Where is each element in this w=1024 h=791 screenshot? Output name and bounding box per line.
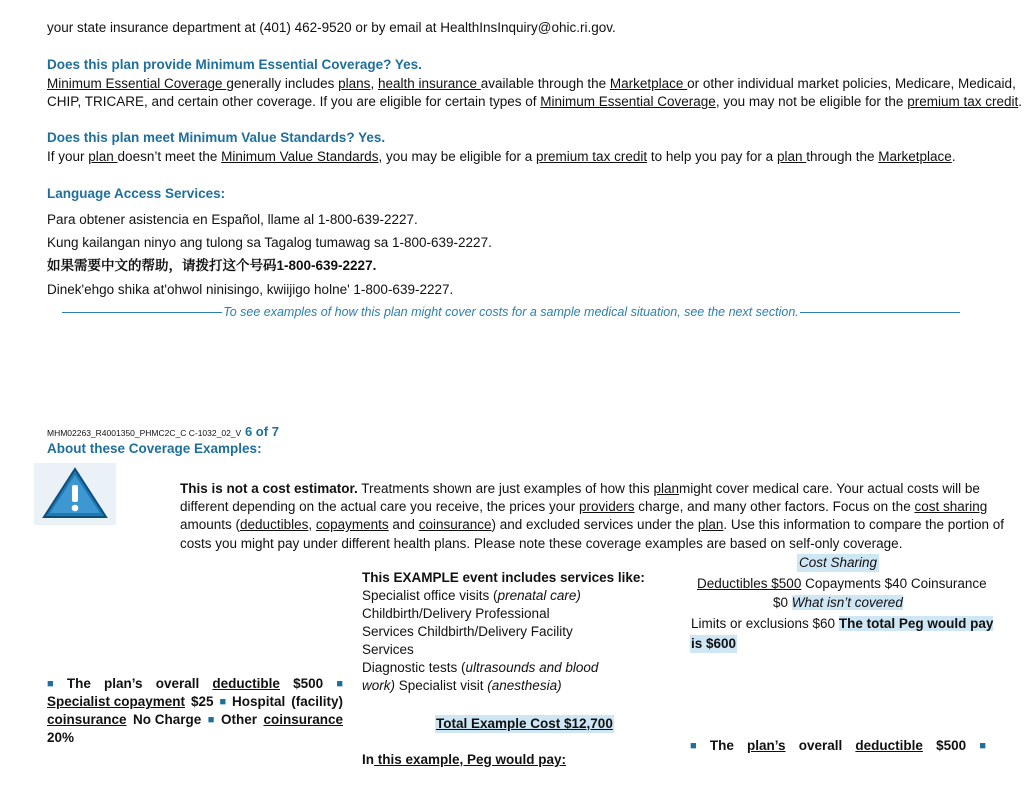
service-line-3: Services Childbirth/Delivery Facility — [362, 624, 573, 639]
mec-line-2 — [47, 93, 1022, 111]
next-section-line — [62, 303, 960, 321]
text: , — [308, 517, 316, 532]
text: Diagnostic tests ( — [362, 660, 466, 675]
overview-row-3 — [47, 711, 343, 729]
health-insurance-link[interactable]: health insurance — [377, 76, 481, 91]
plans-link-2[interactable]: plan’s — [747, 738, 786, 753]
mvs-link[interactable]: Minimum Value Standards — [221, 149, 379, 164]
text: CHIP, TRICARE, and certain other coverage. If you are eligible for certain types of — [47, 94, 541, 109]
text: Limits or exclusions $60 — [691, 616, 839, 631]
specialist-copayment-link[interactable]: Specialist copayment — [47, 694, 186, 709]
coinsurance-link-2[interactable]: coinsurance — [47, 712, 127, 727]
doc-id: MHM02263_R4001350_PHMC2C_C C-1032_02_V — [47, 428, 242, 438]
peg-total-amount: is $600 — [691, 636, 737, 651]
text: overall — [798, 738, 843, 753]
text: generally includes — [226, 76, 339, 91]
deductible-link[interactable]: deductible — [212, 676, 280, 691]
text: Specialist office visits ( — [362, 588, 498, 603]
divider-left — [62, 312, 222, 313]
coverage-examples-heading: About these Coverage Examples: — [47, 441, 262, 456]
language-access-heading: Language Access Services: — [47, 186, 226, 201]
mvs-answer: Yes — [358, 130, 382, 145]
mec-question: Does this plan provide Minimum Essential Coverage? Yes. — [47, 57, 422, 72]
text: The — [66, 676, 91, 691]
text: ) and excluded services under the — [491, 517, 698, 532]
mvs-question-text: Does this plan meet Minimum Value Standards? — [47, 130, 355, 145]
text: different depending on the actual care you receive, the prices your — [180, 499, 580, 514]
text: overall — [155, 676, 200, 691]
text: In — [362, 752, 374, 767]
text: doesn’t meet the — [117, 149, 222, 164]
deductibles-link[interactable]: deductibles — [240, 517, 309, 532]
mec-answer: Yes — [394, 57, 419, 72]
overview-row-2 — [47, 693, 343, 711]
bullet-square-icon: ■ — [690, 740, 697, 752]
providers-link[interactable]: providers — [579, 499, 635, 514]
plan-link-2[interactable]: plan — [776, 149, 807, 164]
text: , you may be eligible for a — [378, 149, 537, 164]
text: prenatal care) — [497, 588, 581, 603]
text: Hospital — [232, 694, 286, 709]
cost-sharing-link[interactable]: cost sharing — [914, 499, 988, 514]
text: $25 — [190, 694, 214, 709]
text: The — [709, 738, 734, 753]
bullet-square-icon: ■ — [47, 678, 54, 690]
text: . — [951, 149, 956, 164]
text: might cover medical care. Your actual costs will be — [678, 481, 980, 496]
text: . — [1018, 94, 1023, 109]
text: or other individual market policies, Medicare, Medicaid, — [687, 76, 1016, 91]
deductible-link-2[interactable]: deductible — [855, 738, 923, 753]
plans-link[interactable]: plans — [338, 76, 371, 91]
bullet-square-icon: ■ — [207, 714, 215, 726]
text: to help you pay for a — [647, 149, 777, 164]
deductibles-amount: Deductibles $500 — [697, 576, 802, 591]
estimator-line-4: costs you might pay under different health plans. Please note these coverage examples are based on self-only coverage. — [180, 536, 903, 551]
bullet-square-icon: ■ — [219, 696, 227, 708]
text: charge, and many other factors. Focus on the — [634, 499, 915, 514]
overview-row-4: 20% — [47, 730, 75, 745]
text: work) — [362, 678, 395, 693]
estimator-line-3 — [180, 516, 1004, 534]
text: . Use this information to compare the portion of — [723, 517, 1005, 532]
text: ultrasounds and blood — [465, 660, 599, 675]
estimator-bold: This is not a cost estimator. — [180, 481, 358, 496]
text: (anesthesia) — [487, 678, 562, 693]
text: No Charge — [133, 712, 202, 727]
text: Treatments shown are just examples of how this — [357, 481, 654, 496]
text: $500 — [936, 738, 967, 753]
divider-right — [800, 312, 960, 313]
text: and — [388, 517, 419, 532]
language-line-chinese: 如果需要中文的帮助，请拨打这个号码1-800-639-2227. — [47, 258, 377, 273]
service-line-4: Services — [362, 642, 414, 657]
text: $500 — [293, 676, 324, 691]
language-line-navajo: Dinek'ehgo shika at'ohwol ninisingo, kwiijigo holne' 1-800-639-2227. — [47, 282, 454, 297]
estimator-line-1 — [180, 480, 980, 498]
plan-overview-left — [47, 675, 343, 747]
text: , — [370, 76, 378, 91]
page-number: 6 of 7 — [244, 424, 279, 439]
overview-row-1 — [47, 675, 343, 693]
text: , you may not be eligible for the — [715, 94, 908, 109]
service-line-6 — [362, 677, 598, 695]
text: Copayments $40 Coinsurance — [801, 576, 987, 591]
coinsurance-link-3[interactable]: coinsurance — [263, 712, 343, 727]
text: available through the — [480, 76, 610, 91]
coinsurance-link[interactable]: coinsurance — [418, 517, 492, 532]
text: $0 — [773, 595, 792, 610]
copayments-link[interactable]: copayments — [315, 517, 389, 532]
text: What isn’t covered — [791, 595, 903, 610]
mec-link-2[interactable]: Minimum Essential Coverage — [540, 94, 716, 109]
cost-sharing-label: Cost Sharing — [799, 555, 878, 570]
plan-link-4[interactable]: plan — [697, 517, 724, 532]
marketplace-link-2[interactable]: Marketplace — [878, 149, 952, 164]
premium-tax-credit-link-2[interactable]: premium tax credit — [536, 149, 648, 164]
mvs-line — [47, 148, 956, 166]
text: (facility) — [291, 694, 343, 709]
warning-triangle-icon — [34, 463, 116, 525]
service-line-2: Childbirth/Delivery Professional — [362, 606, 550, 621]
mec-link[interactable]: Minimum Essential Coverage — [47, 76, 227, 91]
language-line-tagalog: Kung kailangan ninyo ang tulong sa Tagalog tumawag sa 1-800-639-2227. — [47, 235, 492, 250]
plan-link-3[interactable]: plan — [653, 481, 679, 496]
estimator-line-2 — [180, 498, 987, 516]
cost-sharing-line-1 — [697, 575, 987, 593]
mec-line-1 — [47, 75, 1016, 93]
example-event-heading: This EXAMPLE event includes services like: — [362, 570, 645, 585]
marketplace-link[interactable]: Marketplace — [609, 76, 688, 91]
cost-sharing-line-3 — [691, 615, 993, 633]
plan-overview-right — [690, 737, 986, 755]
mvs-question: Does this plan meet Minimum Value Standards? Yes. — [47, 130, 386, 145]
text: plan’s — [104, 676, 143, 691]
language-line-spanish: Para obtener asistencia en Español, llame al 1-800-639-2227. — [47, 212, 418, 227]
text: If your — [47, 149, 89, 164]
premium-tax-credit-link[interactable]: premium tax credit — [907, 94, 1019, 109]
total-example-cost: Total Example Cost $12,700 — [436, 716, 613, 731]
insurance-dept-contact-line: your state insurance department at (401) 462-9520 or by email at HealthInsInquiry@ohic.ri.gov. — [47, 20, 616, 35]
peg-would-pay — [362, 751, 566, 769]
bullet-square-icon: ■ — [979, 740, 986, 752]
text: amounts ( — [180, 517, 241, 532]
text: The total Peg would pay — [838, 616, 994, 631]
service-line-1 — [362, 587, 598, 605]
cost-sharing-line-2 — [773, 594, 903, 612]
bullet-square-icon: ■ — [336, 678, 343, 690]
text: through the — [806, 149, 879, 164]
next-section-text: To see examples of how this plan might cover costs for a sample medical situation, see the next section. — [223, 305, 799, 319]
service-line-5 — [362, 659, 598, 677]
mec-question-text: Does this plan provide Minimum Essential Coverage? — [47, 57, 392, 72]
text: Specialist visit — [395, 678, 488, 693]
peg-would-pay-link: this example, Peg would pay: — [374, 752, 567, 767]
example-services-list — [362, 587, 598, 695]
plan-link[interactable]: plan — [88, 149, 118, 164]
text: Other — [220, 712, 257, 727]
